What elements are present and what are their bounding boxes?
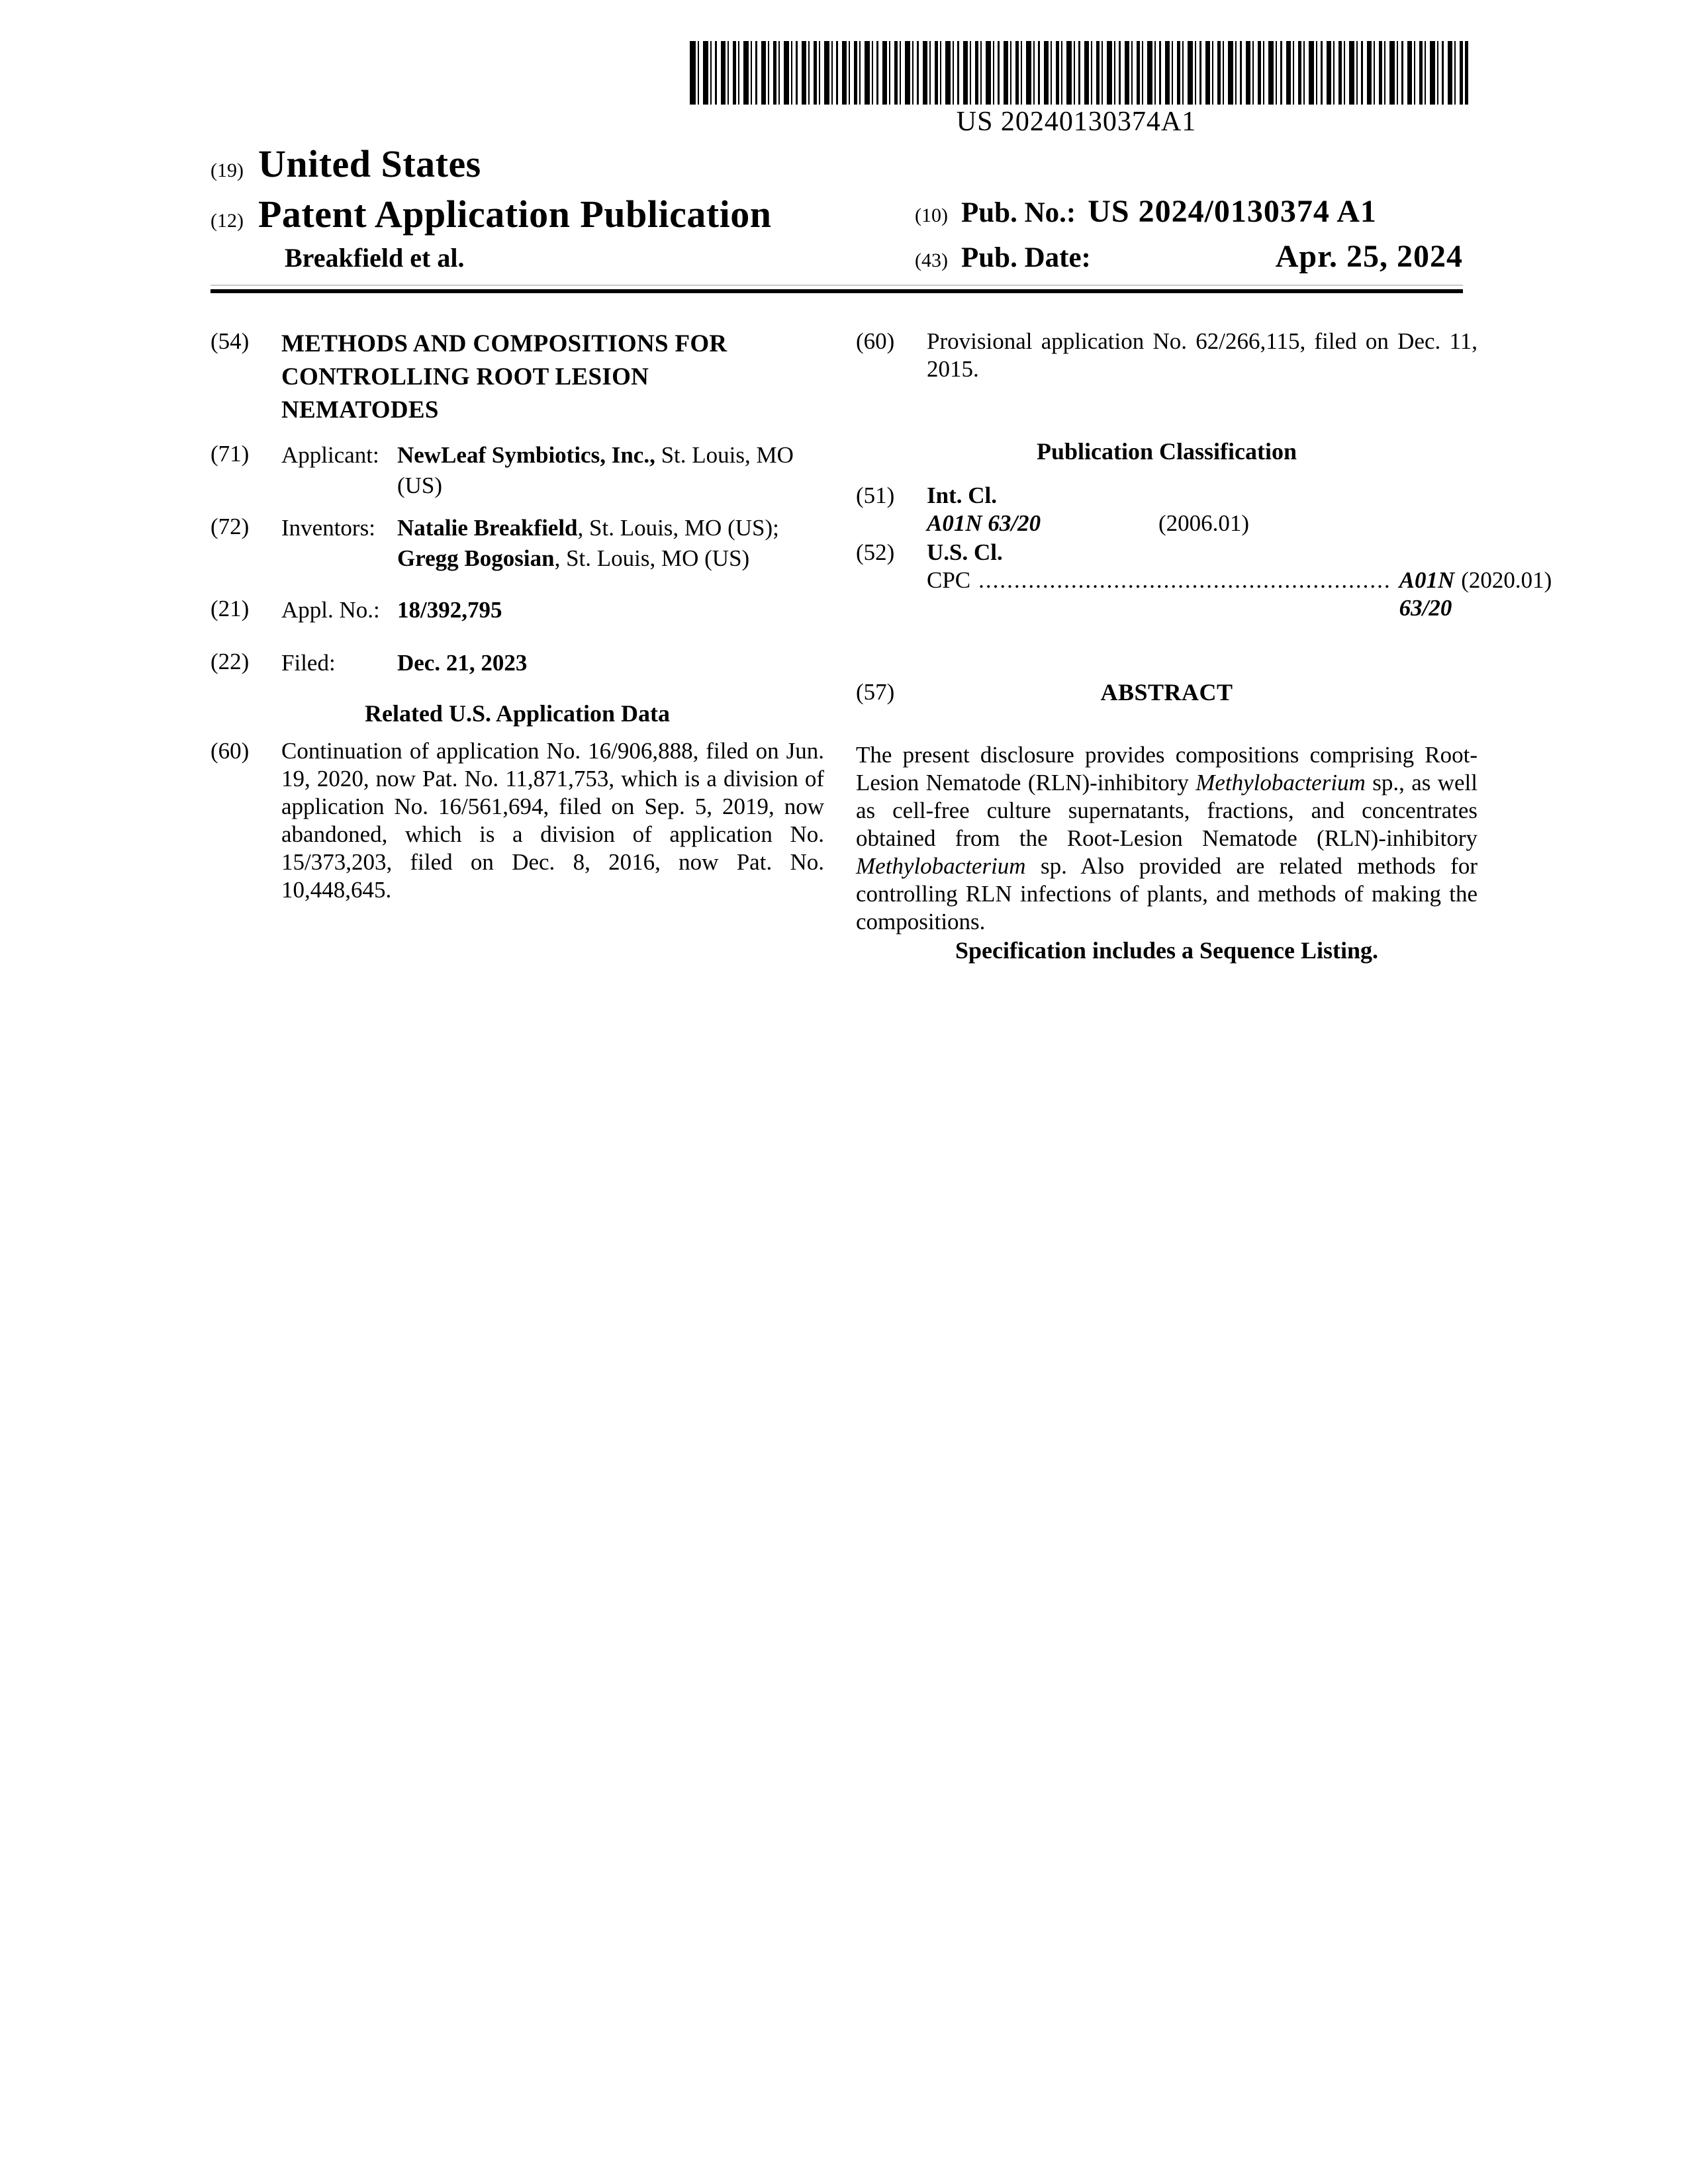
continuation-text: Continuation of application No. 16/906,888, filed on Jun. 19, 2020, now Pat. No. 11,871,753, which is a division of application No. 16/561,694, filed on Sep. 5, 2019, now abandoned, which is a division of application No. 15/373,203, filed on Dec. 8, 2016, now Pat. No. 10,448,645. xyxy=(281,738,824,903)
inid-54: (54) xyxy=(211,328,250,354)
int-cl-label: Int. Cl. xyxy=(927,482,997,508)
int-cl-item xyxy=(856,482,1477,537)
inventor-byline: Breakfield et al. xyxy=(285,243,465,273)
inid-71: (71) xyxy=(211,441,250,467)
int-cl-version: (2006.01) xyxy=(1158,510,1250,536)
inid-72: (72) xyxy=(211,514,250,539)
inventors-label: Inventors: xyxy=(281,515,375,541)
pub-date-row xyxy=(915,238,1463,275)
inid-52: (52) xyxy=(856,539,895,565)
header-kind-row xyxy=(211,192,772,236)
pub-no-row xyxy=(915,193,1463,230)
invention-title: METHODS AND COMPOSITIONS FOR CONTROLLING ROOT LESION NEMATODES xyxy=(281,330,727,424)
title-item xyxy=(211,328,824,427)
provisional-text: Provisional application No. 62/266,115, filed on Dec. 11, 2015. xyxy=(927,328,1477,382)
inid-21: (21) xyxy=(211,596,250,621)
inid-19: (19) xyxy=(211,159,244,181)
cpc-code: A01N 63/20 xyxy=(1399,567,1455,621)
us-cl-label: U.S. Cl. xyxy=(927,539,1003,565)
sequence-listing-note: Specification includes a Sequence Listing. xyxy=(955,937,1379,964)
inid-60-left: (60) xyxy=(211,738,250,764)
filed-item xyxy=(211,648,824,678)
appl-no-label: Appl. No.: xyxy=(281,597,380,623)
publication-kind: Patent Application Publication xyxy=(258,193,772,236)
provisional-item xyxy=(856,328,1477,383)
continuation-item xyxy=(211,737,824,904)
country-name: United States xyxy=(258,142,481,185)
applicant-label: Applicant: xyxy=(281,442,379,468)
header-divider xyxy=(211,289,1463,293)
applicant-item xyxy=(211,440,824,501)
inventors-item xyxy=(211,513,824,574)
header-divider-shadow xyxy=(211,285,1463,286)
inventors-value: Natalie Breakfield, St. Louis, MO (US); Gregg Bogosian, St. Louis, MO (US) xyxy=(397,515,779,571)
cpc-label: CPC xyxy=(927,567,971,593)
pub-date-value: Apr. 25, 2024 xyxy=(1275,239,1463,274)
barcode-number: US 20240130374A1 xyxy=(956,107,1197,137)
inid-10: (10) xyxy=(915,205,948,226)
pub-no-value: US 2024/0130374 A1 xyxy=(1088,194,1377,229)
pub-date-label: Pub. Date: xyxy=(961,242,1091,273)
appl-no-value: 18/392,795 xyxy=(397,597,502,623)
us-cl-item xyxy=(856,539,1552,622)
right-column xyxy=(856,328,1552,965)
int-cl-code: A01N 63/20 xyxy=(927,510,1041,536)
inid-12: (12) xyxy=(211,210,244,232)
abstract-heading: ABSTRACT xyxy=(1100,679,1233,705)
pub-no-label: Pub. No.: xyxy=(961,197,1076,228)
inid-51: (51) xyxy=(856,482,895,508)
abstract-heading-row xyxy=(856,678,1477,707)
inid-60-right: (60) xyxy=(856,328,895,354)
appl-no-item xyxy=(211,595,824,625)
related-data-heading: Related U.S. Application Data xyxy=(364,700,671,727)
inid-43: (43) xyxy=(915,250,948,271)
cpc-version: (2020.01) xyxy=(1461,567,1552,593)
inid-57: (57) xyxy=(856,679,895,705)
applicant-value: NewLeaf Symbiotics, Inc., St. Louis, MO (US) xyxy=(397,442,794,498)
cpc-leader-dots: .......................................................... xyxy=(978,567,1391,593)
barcode-image xyxy=(690,41,1468,105)
filed-value: Dec. 21, 2023 xyxy=(397,650,528,676)
abstract-text: The present disclosure provides compositions comprising Root-Lesion Nematode (RLN)-inhibitory Methylobacterium sp., as well as cell-free culture supernatants, fractions, and concentrates obtained from the Root-Lesion Nematode (RLN)-inhibitory Methylobacterium sp. Also provided are related methods for controlling RLN infections of plants, and methods of making the compositions. xyxy=(856,742,1477,934)
header-country-row xyxy=(211,142,481,186)
left-column xyxy=(211,328,824,904)
filed-label: Filed: xyxy=(281,650,336,676)
inid-22: (22) xyxy=(211,649,250,674)
classification-heading: Publication Classification xyxy=(1036,438,1297,465)
